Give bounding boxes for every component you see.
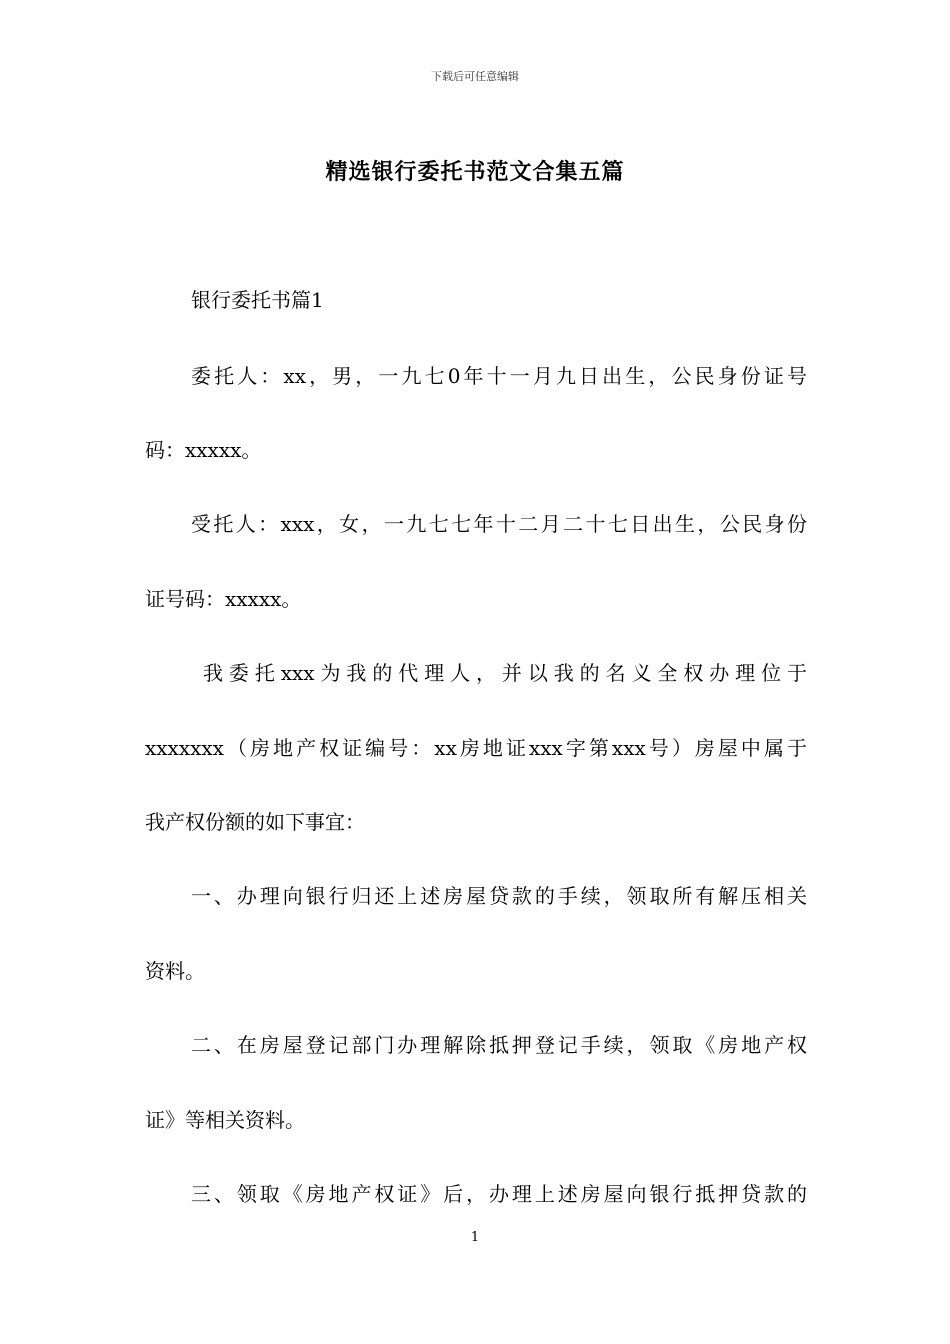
paragraph-line: 码：xxxxx。 <box>145 438 262 462</box>
paragraph-line: 三、领取《房地产权证》后，办理上述房屋向银行抵押贷款的 <box>191 1182 807 1206</box>
document-title: 精选银行委托书范文合集五篇 <box>325 159 625 185</box>
paragraph-line: 证》等相关资料。 <box>145 1108 305 1132</box>
paragraph-line: 证号码：xxxxx。 <box>145 587 302 611</box>
paragraph-line: 受托人：xxx，女，一九七七年十二月二十七日出生，公民身份 <box>191 512 807 536</box>
paragraph-line: 我委托xxx为我的代理人，并以我的名义全权办理位于 <box>203 661 807 685</box>
download-note: 下载后可任意编辑 <box>431 70 519 83</box>
page-number: 1 <box>470 1230 480 1245</box>
paragraph-line: 二、在房屋登记部门办理解除抵押登记手续，领取《房地产权 <box>191 1033 807 1057</box>
paragraph-line: 委托人：xx，男，一九七0年十一月九日出生，公民身份证号 <box>191 364 807 388</box>
paragraph-line: 资料。 <box>145 959 205 983</box>
section-heading: 银行委托书篇1 <box>191 288 324 312</box>
paragraph-line: 我产权份额的如下事宜： <box>145 810 365 834</box>
paragraph-line: 一、办理向银行归还上述房屋贷款的手续，领取所有解压相关 <box>191 884 807 908</box>
paragraph-line: xxxxxxx（房地产权证编号：xx房地证xxx字第xxx号）房屋中属于 <box>145 736 807 760</box>
